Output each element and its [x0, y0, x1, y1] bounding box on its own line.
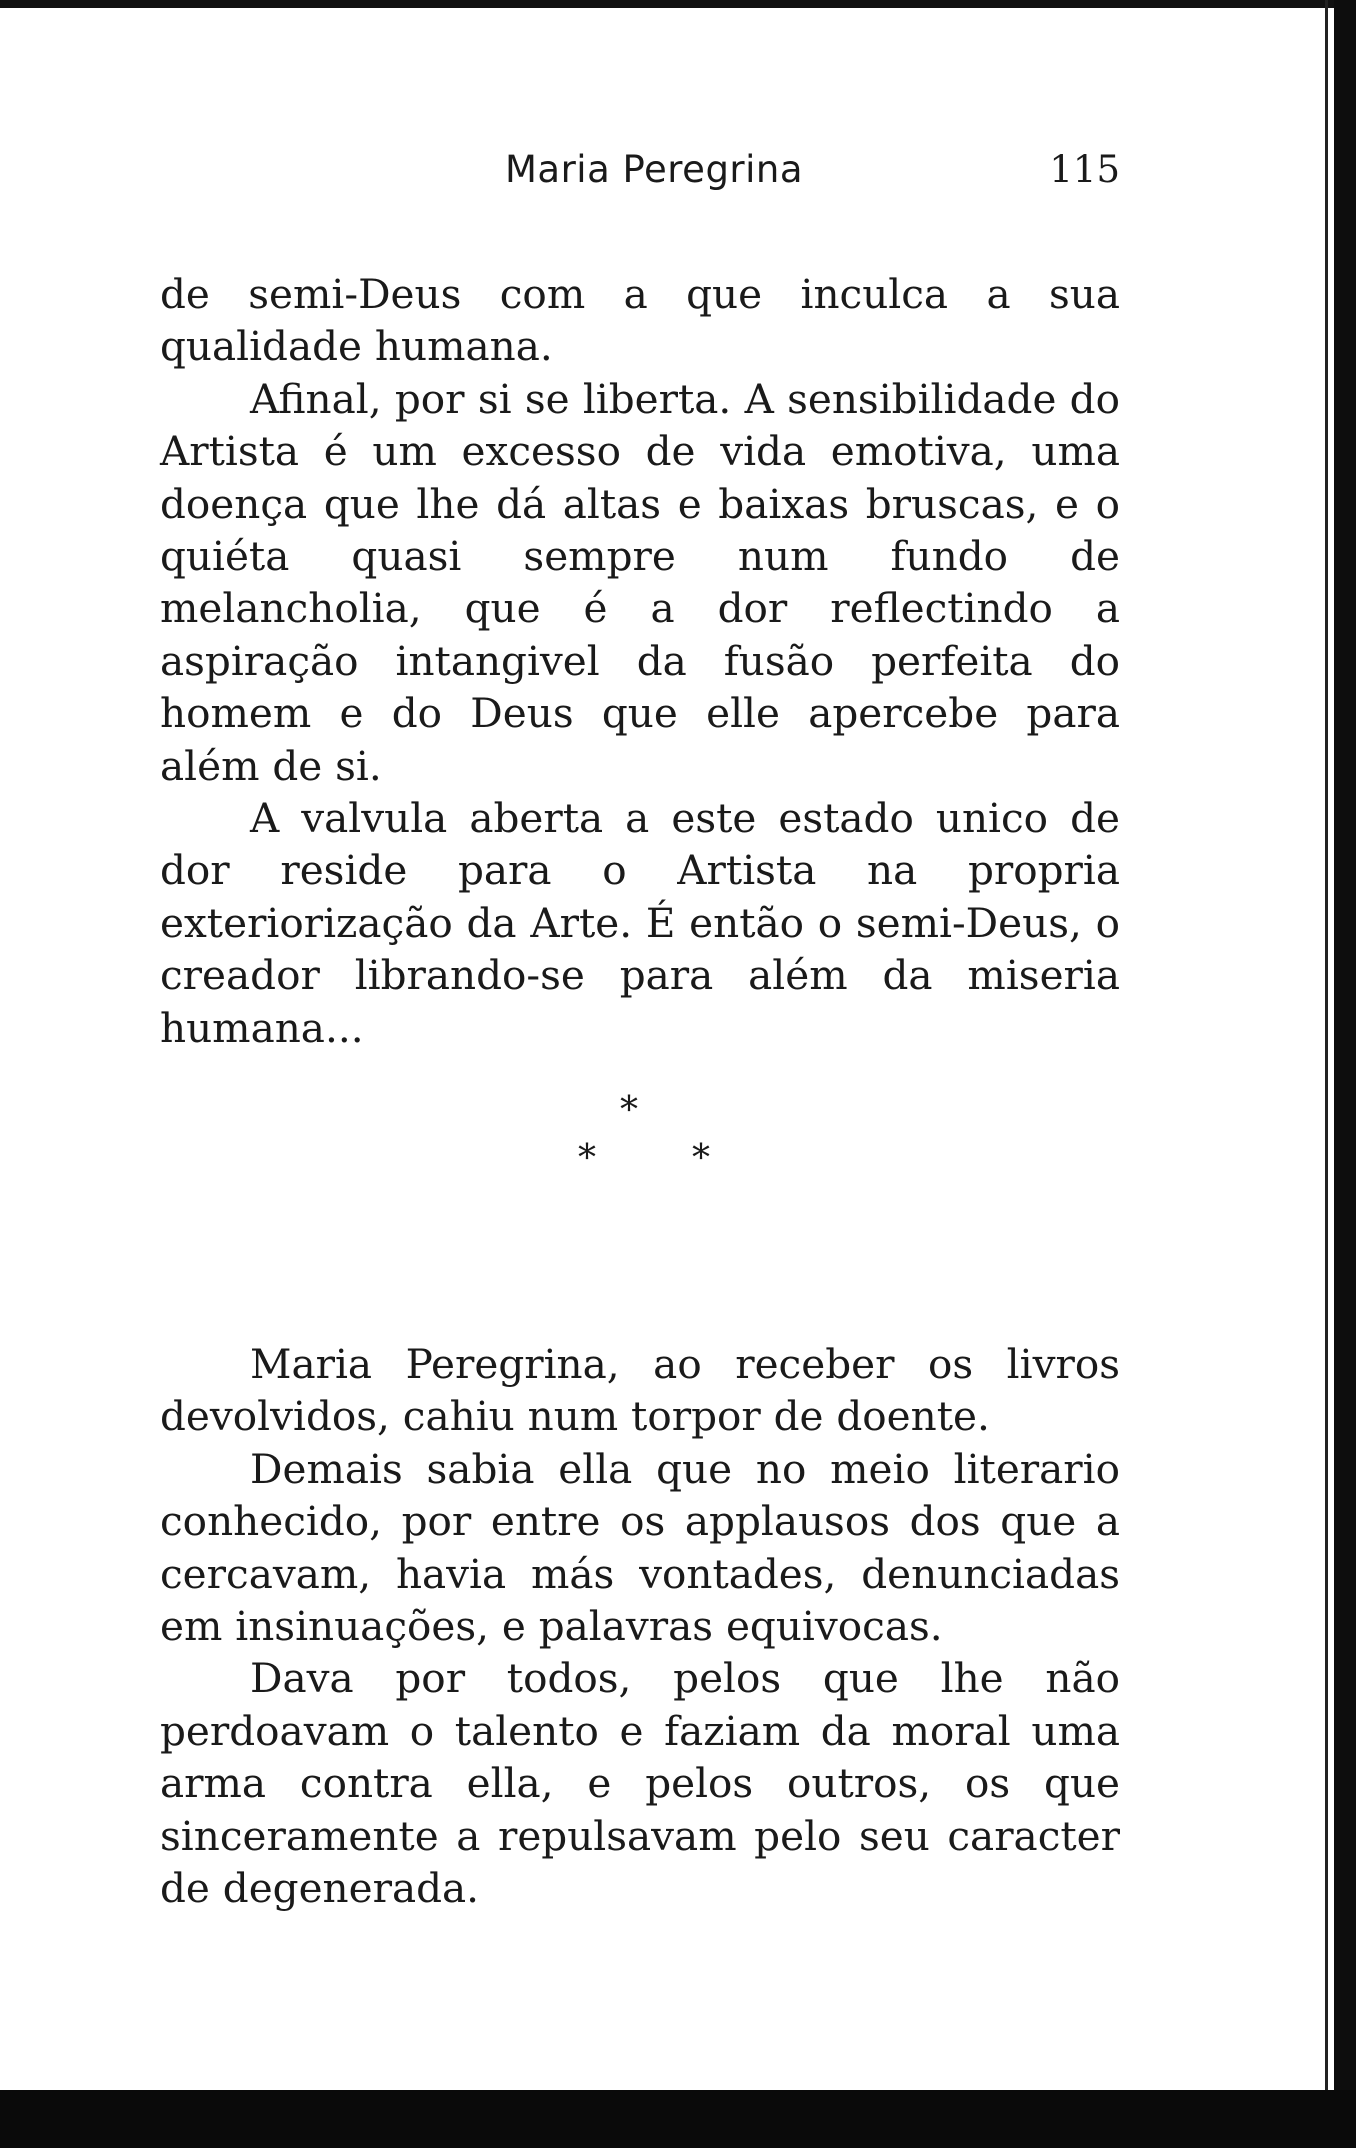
page-header — [160, 148, 1120, 208]
scan-right-edge-line — [1325, 0, 1328, 2148]
asterisk: * — [578, 1138, 596, 1179]
paragraph: Maria Peregrina, ao receber os livros devolvidos, cahiu num torpor de doente. — [160, 1340, 1120, 1441]
page-number: 115 — [1049, 148, 1120, 191]
paragraph: Afinal, por si se liberta. A sensibilidade do Artista é um excesso de vida emotiva, uma doença que lhe dá altas e baixas bruscas, e o quiéta quasi sempre num fundo de melancholia, que é a dor reflectindo a aspiração intangivel da fusão perfeita do homem e do Deus que elle apercebe para além de si. — [160, 374, 1120, 790]
paragraph: Dava por todos, pelos que lhe não perdoavam o talento e faziam da moral uma arma contra ella, e pelos outros, os que sinceramente a repulsavam pelo seu caracter de degenerada. — [160, 1654, 1120, 1913]
paragraph: Demais sabia ella que no meio literario conhecido, por entre os applausos dos que a cercavam, havia más vontades, denunciadas em insinuações, e palavras equivocas. — [160, 1444, 1120, 1651]
text-block-before-break — [160, 268, 1120, 1054]
paragraph: A valvula aberta a este estado unico de dor reside para o Artista na propria exteriorização da Arte. É então o semi-Deus, o creador librando-se para além da miseria humana... — [160, 794, 1120, 1052]
asterisk: * — [692, 1138, 710, 1179]
scan-top-border — [0, 0, 1356, 8]
paragraph-continuation: de semi-Deus com a que inculca a sua qualidade humana. — [160, 270, 1120, 371]
section-break-asterism — [560, 1090, 720, 1200]
scan-bottom-border — [0, 2090, 1356, 2148]
scan-right-border — [1334, 0, 1356, 2148]
asterisk: * — [620, 1090, 638, 1131]
running-title: Maria Peregrina — [505, 148, 804, 191]
text-block-after-break — [160, 1338, 1120, 1914]
